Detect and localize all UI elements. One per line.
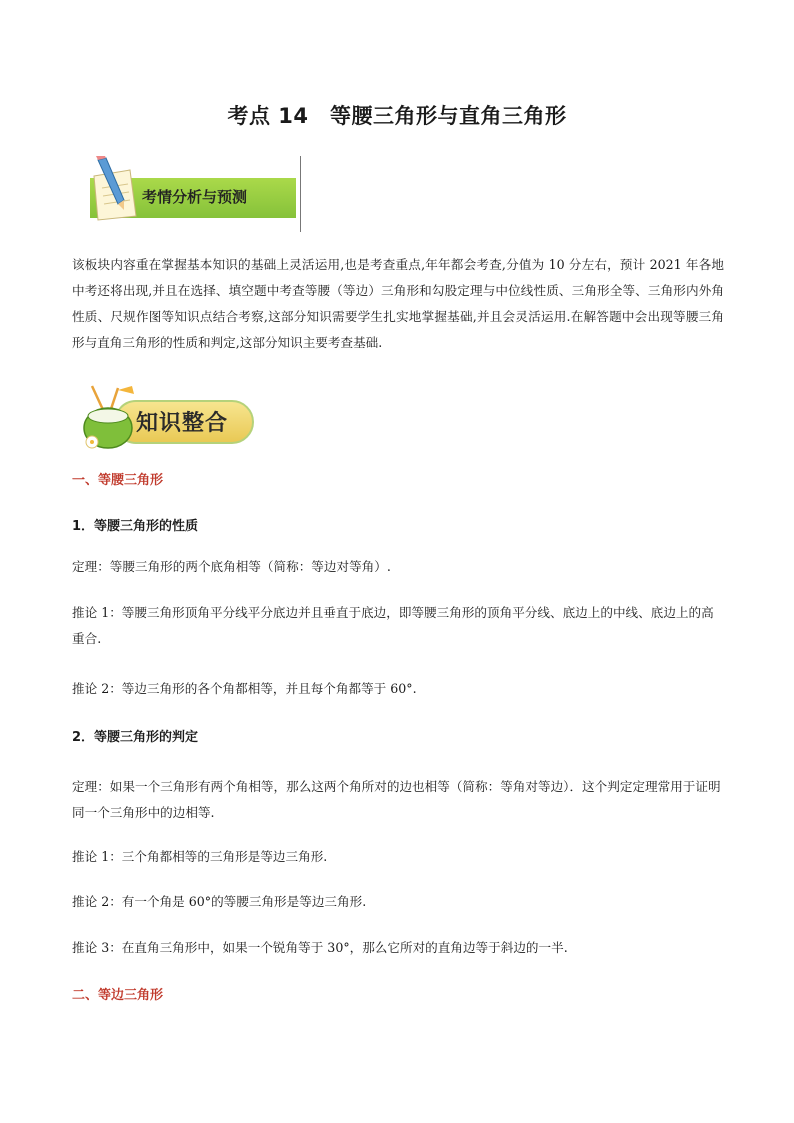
- knowledge-banner: [74, 382, 258, 454]
- forecast-banner: [84, 156, 304, 232]
- corollary-line: 推论 1：三个角都相等的三角形是等边三角形.: [72, 849, 328, 864]
- subheading-isosceles-properties: 1．等腰三角形的性质: [72, 519, 199, 534]
- pencil-paper-icon: [84, 156, 144, 226]
- subheading-isosceles-criteria: 2．等腰三角形的判定: [72, 730, 199, 745]
- section-heading-isosceles: 一、等腰三角形: [72, 473, 164, 488]
- theorem-line: 定理：等腰三角形的两个底角相等（简称：等边对等角）.: [72, 559, 391, 574]
- theorem-line: 定理：如果一个三角形有两个角相等，那么这两个角所对的边也相等（简称：等角对等边）．这个判定定理常用于证明同一个三角形中的边相等.: [72, 779, 721, 820]
- section-heading-equilateral: 二、等边三角形: [72, 988, 164, 1003]
- corollary-line: 推论 2：等边三角形的各个角都相等，并且每个角都等于 60°.: [72, 681, 417, 696]
- banner-divider: [300, 156, 301, 232]
- forecast-banner-label: 考情分析与预测: [142, 188, 248, 206]
- corollary-line: 推论 1：等腰三角形顶角平分线平分底边并且垂直于底边，即等腰三角形的顶角平分线、底边上的中线、底边上的高重合.: [72, 605, 714, 646]
- corollary-line: 推论 3：在直角三角形中，如果一个锐角等于 30°，那么它所对的直角边等于斜边的一半.: [72, 940, 568, 955]
- page-title: 考点 14 等腰三角形与直角三角形: [227, 104, 567, 128]
- intro-paragraph: 该板块内容重在掌握基本知识的基础上灵活运用,也是考查重点,年年都会考查,分值为 10 分左右，预计 2021 年各地中考还将出现,并且在选择、填空题中考查等腰（等边）三角形和勾股定理与中位线性质、三角形全等、三角形内外角性质、尺规作图等知识点结合考察,这部分知识需要学生扎实地掌握基础,并且会灵活运用.在解答题中会出现等腰三角形与直角三角形的性质和判定,这部分知识主要考查基础.: [72, 257, 724, 350]
- corollary-line: 推论 2：有一个角是 60°的等腰三角形是等边三角形.: [72, 894, 367, 909]
- coconut-drink-icon: [74, 382, 144, 454]
- knowledge-banner-label: 知识整合: [136, 411, 229, 436]
